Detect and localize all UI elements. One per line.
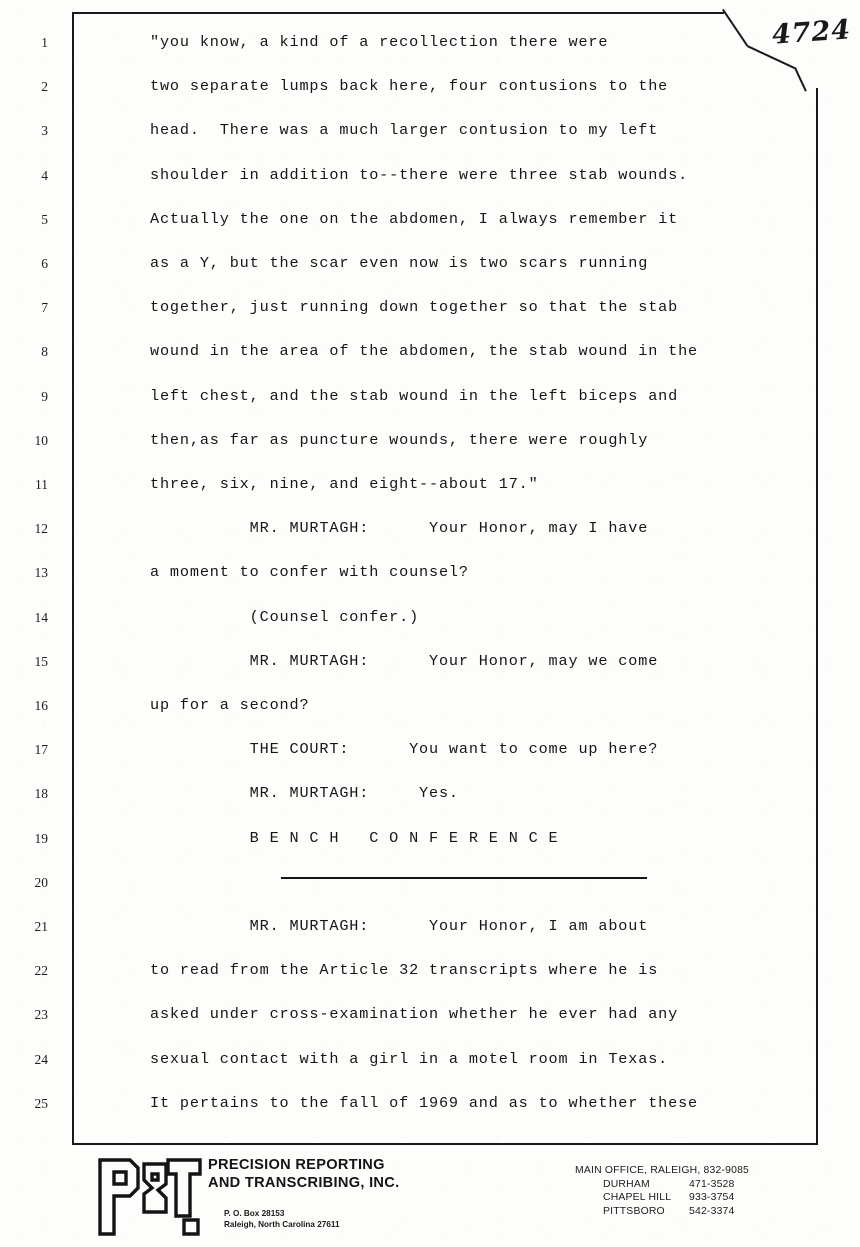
transcript-line: (Counsel confer.) [150, 607, 420, 626]
line-number: 23 [34, 1007, 48, 1023]
line-number: 14 [34, 609, 48, 625]
transcript-line: MR. MURTAGH: Your Honor, I am about [150, 917, 649, 935]
branch-phone-number: 542-3374 [689, 1205, 735, 1217]
transcript-line: left chest, and the stab wound in the left biceps and [150, 386, 679, 405]
line-number: 22 [34, 963, 48, 979]
line-number: 10 [34, 432, 48, 448]
transcript-line: then,as far as puncture wounds, there were roughly [150, 430, 649, 449]
bench-conference-underline [281, 877, 647, 879]
transcript-line: two separate lumps back here, four contusions to the [150, 77, 669, 96]
transcript-line: three, six, nine, and eight--about 17." [150, 475, 539, 493]
line-number: 1 [41, 35, 48, 50]
branch-city: PITTSBORO [603, 1205, 665, 1217]
transcript-line: shoulder in addition to--there were three stab wounds. [150, 165, 689, 184]
transcript-line: to read from the Article 32 transcripts where he is [150, 961, 659, 980]
transcript-line: asked under cross-examination whether he ever had any [150, 1005, 679, 1024]
line-number: 15 [34, 653, 48, 669]
branch-phone-list [575, 1178, 749, 1219]
branch-phone-row [575, 1178, 749, 1192]
line-number: 13 [34, 565, 48, 581]
branch-phone-number: 471-3528 [689, 1178, 735, 1190]
transcript-line: up for a second? [150, 696, 310, 714]
line-number: 19 [34, 830, 48, 846]
transcript-line: wound in the area of the abdomen, the stab wound in the [150, 342, 699, 361]
line-number: 24 [34, 1051, 48, 1067]
branch-phone-row [575, 1191, 749, 1205]
line-number: 3 [41, 123, 48, 139]
transcript-line: head. There was a much larger contusion to my left [150, 121, 659, 140]
transcript-line: together, just running down together so that the stab [150, 298, 679, 317]
company-name-line2: AND TRANSCRIBING, INC. [208, 1174, 400, 1191]
line-number: 18 [34, 786, 48, 802]
branch-phone-number: 933-3754 [689, 1192, 735, 1203]
phone-directory [575, 1164, 749, 1218]
line-number: 21 [34, 919, 48, 934]
line-number: 6 [41, 256, 48, 271]
transcript-line: sexual contact with a girl in a motel room in Texas. [150, 1049, 669, 1068]
company-name-line1: PRECISION REPORTING [208, 1157, 385, 1173]
company-name [208, 1157, 399, 1192]
transcript-line: MR. MURTAGH: Yes. [150, 784, 459, 803]
branch-city: CHAPEL HILL [603, 1192, 672, 1203]
line-number: 2 [41, 79, 48, 95]
company-address [224, 1209, 340, 1230]
frame-bottom-rule [72, 1143, 818, 1145]
transcript-line: MR. MURTAGH: Your Honor, may I have [150, 519, 649, 538]
transcript-line: B E N C H C O N F E R E N C E [150, 828, 559, 847]
handwritten-page-number: 4724 [771, 14, 853, 51]
transcript-line: "you know, a kind of a recollection there were [150, 33, 609, 51]
line-number: 7 [41, 300, 48, 316]
page-footer [0, 1150, 860, 1247]
line-number: 5 [41, 211, 48, 227]
line-number: 8 [41, 344, 48, 360]
line-number: 9 [41, 388, 48, 404]
city-state-zip-line: Raleigh, North Carolina 27611 [224, 1219, 340, 1229]
po-box-line: P. O. Box 28153 [224, 1209, 285, 1218]
transcript-line: as a Y, but the scar even now is two scars running [150, 254, 649, 272]
main-office-phone: MAIN OFFICE, RALEIGH, 832-9085 [575, 1165, 750, 1176]
branch-city: DURHAM [603, 1178, 650, 1190]
line-number: 16 [34, 698, 48, 713]
line-number: 12 [34, 521, 48, 537]
precision-reporting-logo-icon [96, 1154, 204, 1238]
frame-left-rule [72, 12, 74, 1145]
line-number: 4 [41, 167, 48, 183]
transcript-line: a moment to confer with counsel? [150, 563, 469, 582]
line-number: 25 [34, 1095, 48, 1111]
frame-top-rule [72, 12, 724, 14]
line-number: 11 [35, 477, 48, 492]
transcript-line: MR. MURTAGH: Your Honor, may we come [150, 651, 659, 670]
transcript-line: Actually the one on the abdomen, I always remember it [150, 209, 679, 228]
line-number: 17 [34, 742, 48, 758]
transcript-line: It pertains to the fall of 1969 and as to whether these [150, 1093, 699, 1112]
transcript-line: THE COURT: You want to come up here? [150, 740, 659, 759]
branch-phone-row [575, 1205, 749, 1219]
line-number: 20 [34, 874, 48, 890]
